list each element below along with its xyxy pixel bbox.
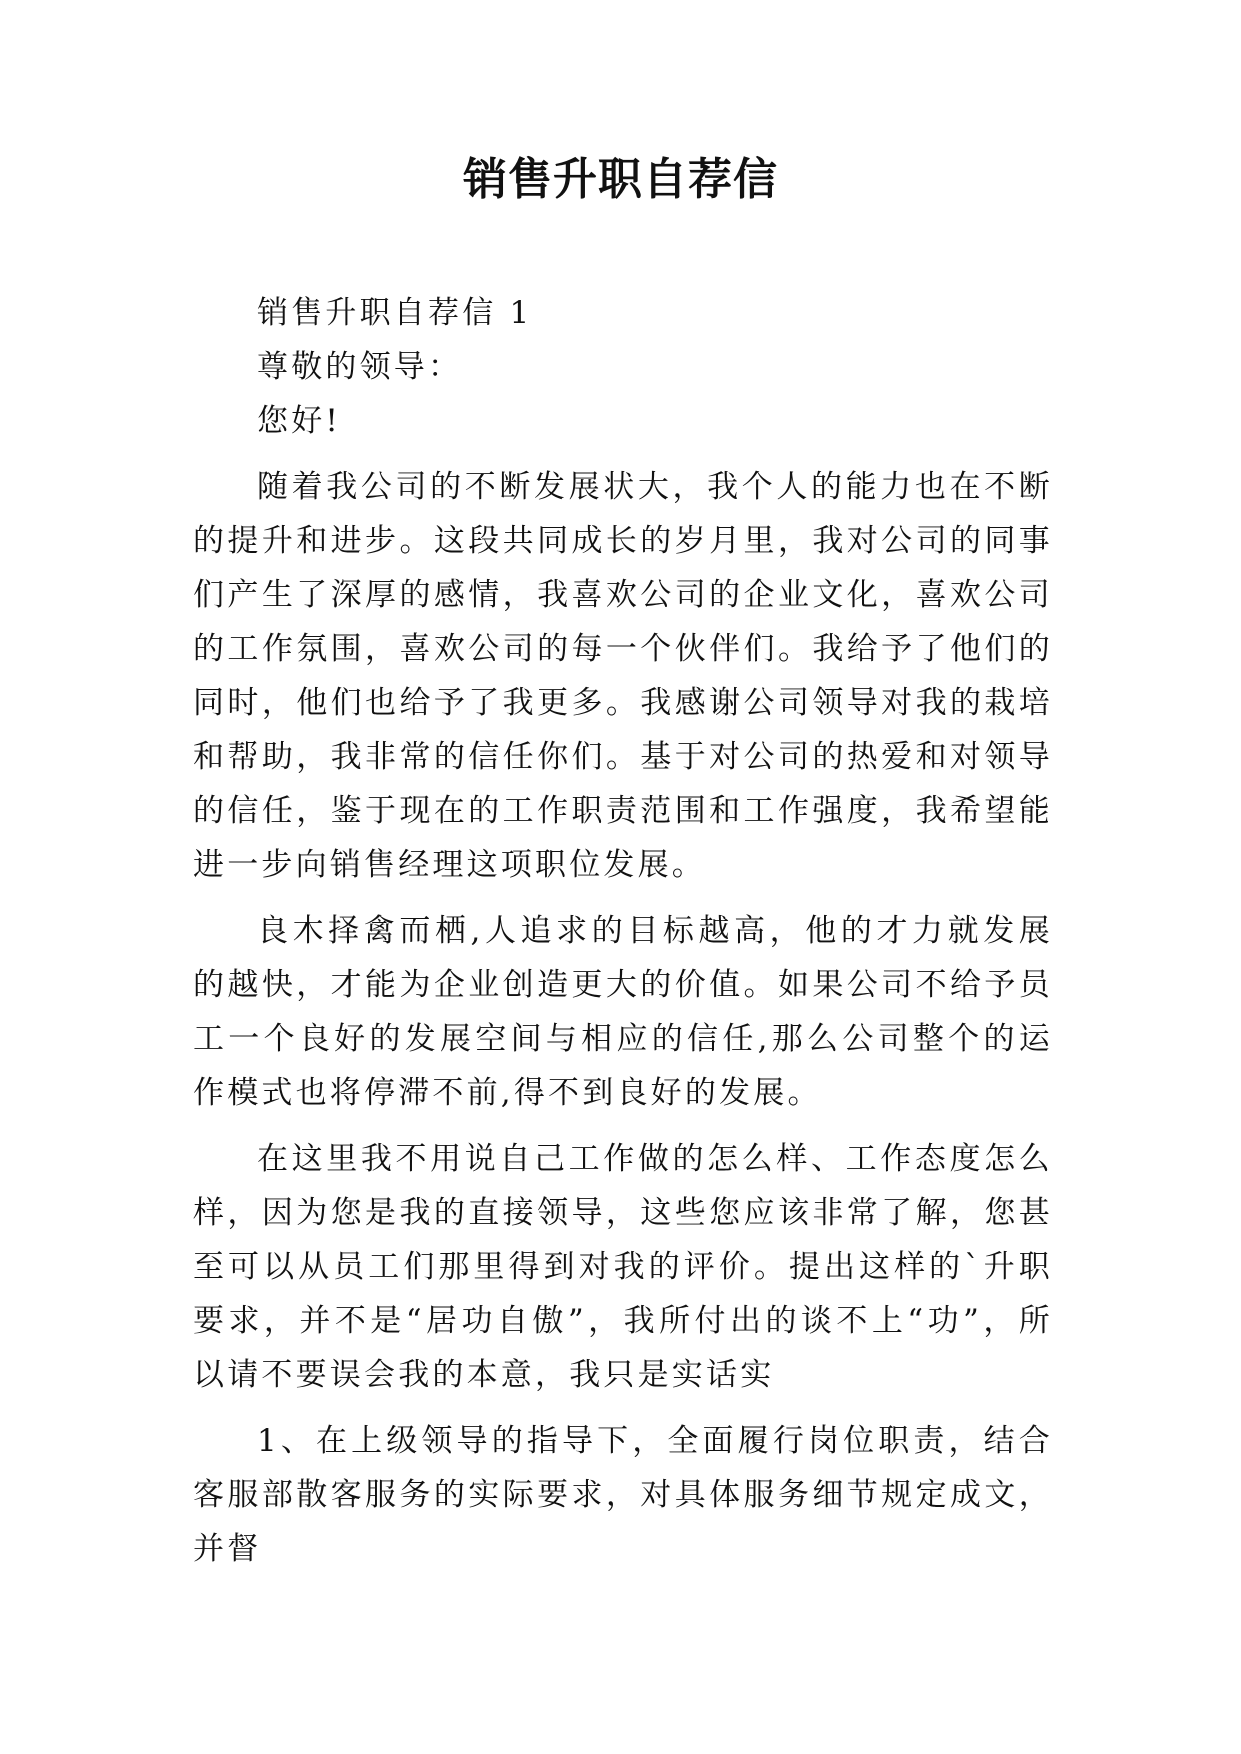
body-paragraph: 随着我公司的不断发展状大，我个人的能力也在不断的提升和进步。这段共同成长的岁月里，我对公司的同事们产生了深厚的感情，我喜欢公司的企业文化，喜欢公司的工作氛围，喜欢公司的每一个伙伴们。我给予了他们的同时，他们也给予了我更多。我感谢公司领导对我的栽培和帮助，我非常的信任你们。基于对公司的热爱和对领导的信任，鉴于现在的工作职责范围和工作强度，我希望能进一步向销售经理这项职位发展。 — [193, 469, 1053, 883]
letter-body — [193, 286, 1053, 1576]
letter-heading: 销售升职自荐信 1 — [257, 295, 533, 331]
body-paragraph: 在这里我不用说自己工作做的怎么样、工作态度怎么样，因为您是我的直接领导，这些您应该非常了解，您甚至可以从员工们那里得到对我的评价。提出这样的`升职要求，并不是“居功自傲”，我所付出的谈不上“功”，所以请不要误会我的本意，我只是实话实 — [193, 1141, 1053, 1393]
greeting: 您好! — [257, 403, 342, 439]
body-paragraph: 1、在上级领导的指导下，全面履行岗位职责，结合客服部散客服务的实际要求，对具体服务细节规定成文，并督 — [193, 1423, 1053, 1567]
body-paragraph: 良木择禽而栖,人追求的目标越高，他的才力就发展的越快，才能为企业创造更大的价值。如果公司不给予员工一个良好的发展空间与相应的信任,那么公司整个的运作模式也将停滞不前,得不到良好的发展。 — [193, 913, 1053, 1111]
document-title: 销售升职自荐信 — [463, 154, 778, 205]
salutation: 尊敬的领导： — [257, 349, 463, 385]
